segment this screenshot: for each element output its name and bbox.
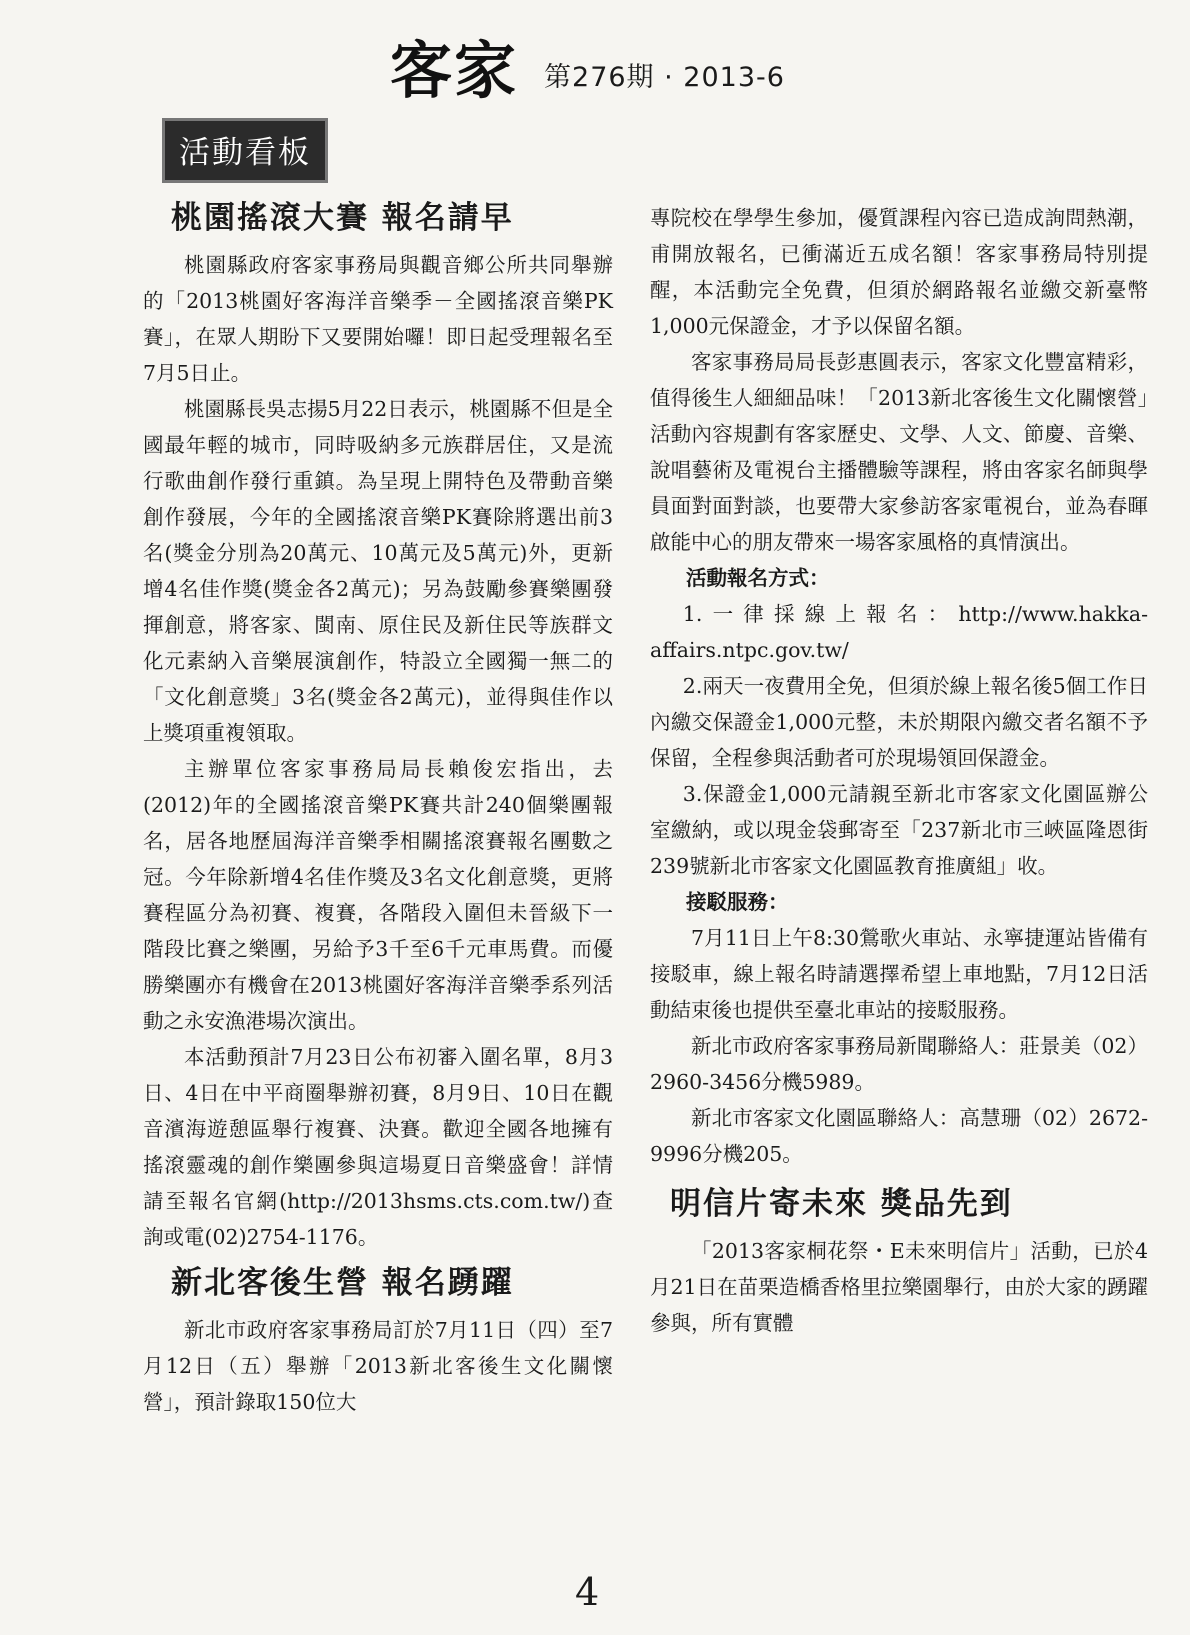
- article3-paragraph: 「2013客家桐花祭・E未來明信片」活動，已於4月21日在苗栗造橋香格里拉樂園舉行，由於大家的踴躍參與，所有實體: [650, 1239, 1148, 1336]
- registration-item: 2.兩天一夜費用全免，但須於線上報名後5個工作日內繳交保證金1,000元整，未於期限內繳交者名額不予保留，全程參與活動者可於現場領回保證金。: [650, 674, 1148, 770]
- issue-info: 第276期 · 2013-6: [544, 62, 785, 93]
- right-column: [650, 200, 1148, 1341]
- article1-paragraph: 本活動預計7月23日公布初審入圍名單，8月3日、4日在中平商圈舉辦初賽，8月9日、10日在觀音濱海遊憩區舉行複賽、決賽。歡迎全國各地擁有搖滾靈魂的創作樂團參與這場夏日音樂盛會！詳情請至報名官網(http://2013hsms.cts.com.tw/)查詢或電(02)2754-1176。: [143, 1045, 613, 1250]
- contact-paragraph: 新北市客家文化園區聯絡人：高慧珊（02）2672-9996分機205。: [650, 1106, 1148, 1166]
- article1-paragraph: 桃園縣政府客家事務局與觀音鄉公所共同舉辦的「2013桃園好客海洋音樂季－全國搖滾音樂PK賽」，在眾人期盼下又要開始囉！即日起受理報名至7月5日止。: [143, 253, 613, 386]
- contact-paragraph: 新北市政府客家事務局新聞聯絡人：莊景美（02）2960-3456分機5989。: [650, 1034, 1148, 1094]
- magazine-logo: 客家: [390, 34, 519, 107]
- article2-continued-paragraph: 專院校在學學生參加，優質課程內容已造成詢問熱潮，甫開放報名，已衝滿近五成名額！客家事務局特別提醒，本活動完全免費，但須於網路報名並繳交新臺幣1,000元保證金，才予以保留名額。: [650, 206, 1148, 338]
- registration-heading: 活動報名方式：: [686, 566, 830, 590]
- section-tag: 活動看板: [162, 118, 328, 183]
- article3-headline: 明信片寄未來 獎品先到: [670, 1186, 1013, 1222]
- article2-paragraph: 新北市政府客家事務局訂於7月11日（四）至7月12日（五）舉辦「2013新北客後生文化關懷營」，預計錄取150位大: [143, 1318, 613, 1415]
- masthead: [390, 22, 950, 107]
- article1-headline: 桃園搖滾大賽 報名請早: [171, 200, 514, 236]
- left-column: [143, 200, 613, 1420]
- registration-item: 1.一律採線上報名：http://www.hakka-affairs.ntpc.gov.tw/: [650, 602, 1148, 662]
- article1-paragraph: 主辦單位客家事務局局長賴俊宏指出，去(2012)年的全國搖滾音樂PK賽共計240個樂團報名，居各地歷屆海洋音樂季相關搖滾賽報名團數之冠。今年除新增4名佳作獎及3名文化創意獎，更將賽程區分為初賽、複賽，各階段入圍但未晉級下一階段比賽之樂團，另給予3千至6千元車馬費。而優勝樂團亦有機會在2013桃園好客海洋音樂季系列活動之永安漁港場次演出。: [143, 757, 613, 1034]
- page-number: 4: [575, 1570, 600, 1614]
- article2-paragraph: 客家事務局局長彭惠圓表示，客家文化豐富精彩，值得後生人細細品味！「2013新北客後生文化關懷營」活動內容規劃有客家歷史、文學、人文、節慶、音樂、說唱藝術及電視台主播體驗等課程，將由客家名師與學員面對面對談，也要帶大家參訪客家電視台，並為春暉啟能中心的朋友帶來一場客家風格的真情演出。: [650, 350, 1148, 554]
- shuttle-paragraph: 7月11日上午8:30鶯歌火車站、永寧捷運站皆備有接駁車，線上報名時請選擇希望上車地點，7月12日活動結束後也提供至臺北車站的接駁服務。: [650, 926, 1148, 1022]
- article2-headline: 新北客後生營 報名踴躍: [171, 1265, 514, 1302]
- shuttle-heading: 接駁服務：: [686, 890, 789, 914]
- article1-paragraph: 桃園縣長吳志揚5月22日表示，桃園縣不但是全國最年輕的城市，同時吸納多元族群居住，又是流行歌曲創作發行重鎮。為呈現上開特色及帶動音樂創作發展，今年的全國搖滾音樂PK賽除將選出前3名(獎金分別為20萬元、10萬元及5萬元)外，更新增4名佳作獎(獎金各2萬元)；另為鼓勵參賽樂團發揮創意，將客家、閩南、原住民及新住民等族群文化元素納入音樂展演創作，特設立全國獨一無二的「文化創意獎」3名(獎金各2萬元)，並得與佳作以上獎項重複領取。: [143, 397, 613, 746]
- registration-item: 3.保證金1,000元請親至新北市客家文化園區辦公室繳納，或以現金袋郵寄至「237新北市三峽區隆恩街239號新北市客家文化園區教育推廣組」收。: [650, 782, 1148, 878]
